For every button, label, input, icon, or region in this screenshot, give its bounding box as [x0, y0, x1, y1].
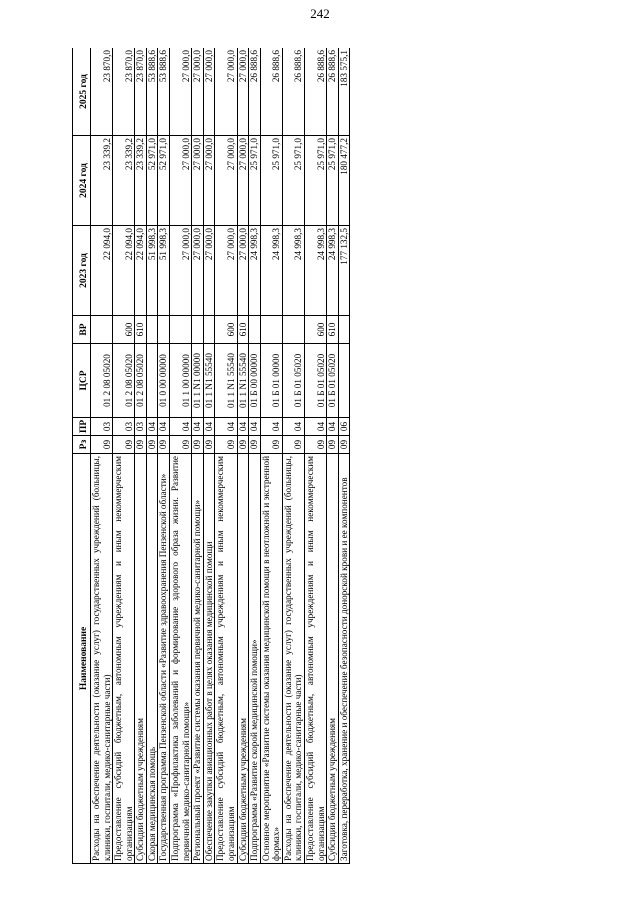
row-name: Предоставление субсидий бюджетным, автономным учреждениям и иным некоммерческим организациям [304, 454, 326, 864]
row-vr [282, 316, 304, 344]
row-pr: 04 [237, 418, 249, 436]
row-value-2024: 52 971,0 [146, 136, 158, 226]
row-csr: 01 Б 01 05020 [304, 344, 326, 418]
row-name: Региональный проект «Развитие системы оказания первичной медико-санитарной помощи» [192, 454, 204, 864]
row-value-2023: 51 998,3 [146, 226, 158, 316]
header-pr: ПР [73, 418, 91, 436]
row-csr: 01 Б 01 05020 [282, 344, 304, 418]
row-value-2024: 25 971,0 [304, 136, 326, 226]
row-rz: 09 [327, 436, 339, 454]
row-csr: 01 Б 00 00000 [249, 344, 261, 418]
row-rz: 09 [170, 436, 192, 454]
table-row [249, 48, 261, 864]
row-rz: 09 [203, 436, 215, 454]
table-header-row [73, 48, 91, 864]
row-pr: 04 [158, 418, 170, 436]
row-pr: 06 [338, 418, 350, 436]
row-value-2025: 53 888,6 [158, 48, 170, 136]
row-value-2024: 27 000,0 [192, 136, 204, 226]
row-csr: 01 Б 01 00000 [260, 344, 282, 418]
row-value-2023: 24 998,3 [249, 226, 261, 316]
row-value-2024: 52 971,0 [158, 136, 170, 226]
row-value-2023: 24 998,3 [327, 226, 339, 316]
row-name: Основное мероприятие «Развитие системы оказания медицинской помощи в неотложной и экстренной формах» [260, 454, 282, 864]
row-value-2025: 26 888,6 [260, 48, 282, 136]
row-value-2023: 27 000,0 [170, 226, 192, 316]
row-rz: 09 [215, 436, 237, 454]
row-name: Скорая медицинская помощь [146, 454, 158, 864]
header-csr: ЦСР [73, 344, 91, 418]
table-row [338, 48, 350, 864]
row-value-2023: 27 000,0 [215, 226, 237, 316]
table-row [304, 48, 326, 864]
table-row [215, 48, 237, 864]
row-pr: 04 [146, 418, 158, 436]
table-row [113, 48, 135, 864]
header-rz: Рз [73, 436, 91, 454]
table-row [327, 48, 339, 864]
row-value-2025: 53 888,6 [146, 48, 158, 136]
row-value-2023: 22 094,0 [113, 226, 135, 316]
header-vr: ВР [73, 316, 91, 344]
row-rz: 09 [338, 436, 350, 454]
row-name: Обеспечение закупки авиационных работ в целях оказания медицинской помощи [203, 454, 215, 864]
row-value-2025: 23 870,0 [135, 48, 147, 136]
row-rz: 09 [146, 436, 158, 454]
row-value-2023: 24 998,3 [304, 226, 326, 316]
row-csr: 01 1 N1 55540 [203, 344, 215, 418]
page-number: 242 [310, 6, 330, 21]
row-rz: 09 [158, 436, 170, 454]
row-value-2024: 27 000,0 [203, 136, 215, 226]
row-value-2024: 25 971,0 [260, 136, 282, 226]
row-value-2025: 27 000,0 [215, 48, 237, 136]
row-name: Предоставление субсидий бюджетным, автономным учреждениям и иным некоммерческим организациям [215, 454, 237, 864]
header-name: Наименование [73, 454, 91, 864]
row-csr: 01 1 N1 55540 [215, 344, 237, 418]
row-value-2024: 27 000,0 [215, 136, 237, 226]
row-value-2023: 22 094,0 [135, 226, 147, 316]
row-rz: 09 [91, 436, 113, 454]
row-pr: 04 [192, 418, 204, 436]
row-value-2024: 180 477,2 [338, 136, 350, 226]
row-vr: 600 [304, 316, 326, 344]
row-value-2024: 23 339,2 [135, 136, 147, 226]
row-vr: 600 [113, 316, 135, 344]
row-csr [146, 344, 158, 418]
row-pr: 04 [260, 418, 282, 436]
row-pr: 04 [170, 418, 192, 436]
row-name: Расходы на обеспечение деятельности (оказание услуг) государственных учреждений (больницы, клиники, госпитали, медико-санитарные части) [282, 454, 304, 864]
row-value-2025: 26 888,6 [249, 48, 261, 136]
row-vr [158, 316, 170, 344]
row-name: Субсидии бюджетным учреждениям [135, 454, 147, 864]
row-value-2024: 23 339,2 [91, 136, 113, 226]
row-vr: 600 [215, 316, 237, 344]
row-value-2023: 27 000,0 [203, 226, 215, 316]
row-vr: 610 [237, 316, 249, 344]
row-pr: 04 [282, 418, 304, 436]
row-value-2023: 24 998,3 [260, 226, 282, 316]
header-2024: 2024 год [73, 136, 91, 226]
row-vr [338, 316, 350, 344]
table-row [91, 48, 113, 864]
row-value-2025: 26 888,6 [282, 48, 304, 136]
row-value-2025: 23 870,0 [91, 48, 113, 136]
row-vr [260, 316, 282, 344]
row-value-2025: 23 870,0 [113, 48, 135, 136]
row-value-2023: 51 998,3 [158, 226, 170, 316]
row-csr: 01 0 00 00000 [158, 344, 170, 418]
row-rz: 09 [282, 436, 304, 454]
row-pr: 04 [249, 418, 261, 436]
row-name: Субсидии бюджетным учреждениям [327, 454, 339, 864]
row-pr: 04 [203, 418, 215, 436]
row-pr: 04 [215, 418, 237, 436]
row-value-2025: 27 000,0 [170, 48, 192, 136]
row-rz: 09 [260, 436, 282, 454]
table-row [170, 48, 192, 864]
table-body [91, 48, 350, 864]
row-pr: 03 [113, 418, 135, 436]
row-value-2023: 177 132,5 [338, 226, 350, 316]
header-2025: 2025 год [73, 48, 91, 136]
row-value-2024: 25 971,0 [327, 136, 339, 226]
row-value-2025: 26 888,6 [304, 48, 326, 136]
table-row [192, 48, 204, 864]
row-value-2023: 22 094,0 [91, 226, 113, 316]
row-pr: 04 [327, 418, 339, 436]
row-value-2024: 27 000,0 [170, 136, 192, 226]
table-row [203, 48, 215, 864]
row-vr [91, 316, 113, 344]
row-name: Субсидии бюджетным учреждениям [237, 454, 249, 864]
row-rz: 09 [249, 436, 261, 454]
row-csr: 01 1 N1 00000 [192, 344, 204, 418]
row-csr: 01 1 N1 55540 [237, 344, 249, 418]
row-pr: 03 [135, 418, 147, 436]
table-row [237, 48, 249, 864]
row-name: Расходы на обеспечение деятельности (оказание услуг) государственных учреждений (больницы, клиники, госпитали, медико-санитарные части) [91, 454, 113, 864]
row-value-2024: 25 971,0 [249, 136, 261, 226]
table-row [282, 48, 304, 864]
row-value-2025: 27 000,0 [237, 48, 249, 136]
row-name: Подпрограмма «Развитие скорой медицинской помощи» [249, 454, 261, 864]
row-name: Государственная программа Пензенской области «Развитие здравоохранения Пензенской области» [158, 454, 170, 864]
row-csr: 01 2 08 05020 [113, 344, 135, 418]
budget-sheet [72, 48, 552, 864]
row-name: Заготовка, переработка, хранение и обеспечение безопасности донорской крови и ее компонентов [338, 454, 350, 864]
row-vr: 610 [327, 316, 339, 344]
row-value-2024: 25 971,0 [282, 136, 304, 226]
row-value-2023: 27 000,0 [192, 226, 204, 316]
header-2023: 2023 год [73, 226, 91, 316]
row-csr: 01 Б 01 05020 [327, 344, 339, 418]
page-body [72, 48, 552, 864]
row-vr [170, 316, 192, 344]
row-value-2025: 27 000,0 [192, 48, 204, 136]
row-rz: 09 [237, 436, 249, 454]
row-rz: 09 [113, 436, 135, 454]
row-vr [192, 316, 204, 344]
row-name: Подпрограмма «Профилактика заболеваний и формирование здорового образа жизни. Развитие первичной медико-санитарной помощи» [170, 454, 192, 864]
row-value-2024: 27 000,0 [237, 136, 249, 226]
row-value-2024: 23 339,2 [113, 136, 135, 226]
row-rz: 09 [304, 436, 326, 454]
row-vr [146, 316, 158, 344]
row-value-2023: 27 000,0 [237, 226, 249, 316]
budget-table [72, 48, 350, 864]
table-row [135, 48, 147, 864]
row-rz: 09 [192, 436, 204, 454]
row-rz: 09 [135, 436, 147, 454]
table-row [158, 48, 170, 864]
row-value-2023: 24 998,3 [282, 226, 304, 316]
row-csr: 01 2 08 05020 [91, 344, 113, 418]
table-row [260, 48, 282, 864]
row-value-2025: 27 000,0 [203, 48, 215, 136]
row-csr: 01 1 00 00000 [170, 344, 192, 418]
row-csr: 01 2 08 05020 [135, 344, 147, 418]
row-pr: 04 [304, 418, 326, 436]
row-vr [203, 316, 215, 344]
row-csr [338, 344, 350, 418]
row-value-2025: 26 888,6 [327, 48, 339, 136]
row-name: Предоставление субсидий бюджетным, автономным учреждениям и иным некоммерческим организациям [113, 454, 135, 864]
table-row [146, 48, 158, 864]
row-vr: 610 [135, 316, 147, 344]
row-value-2025: 183 575,1 [338, 48, 350, 136]
row-vr [249, 316, 261, 344]
row-pr: 03 [91, 418, 113, 436]
